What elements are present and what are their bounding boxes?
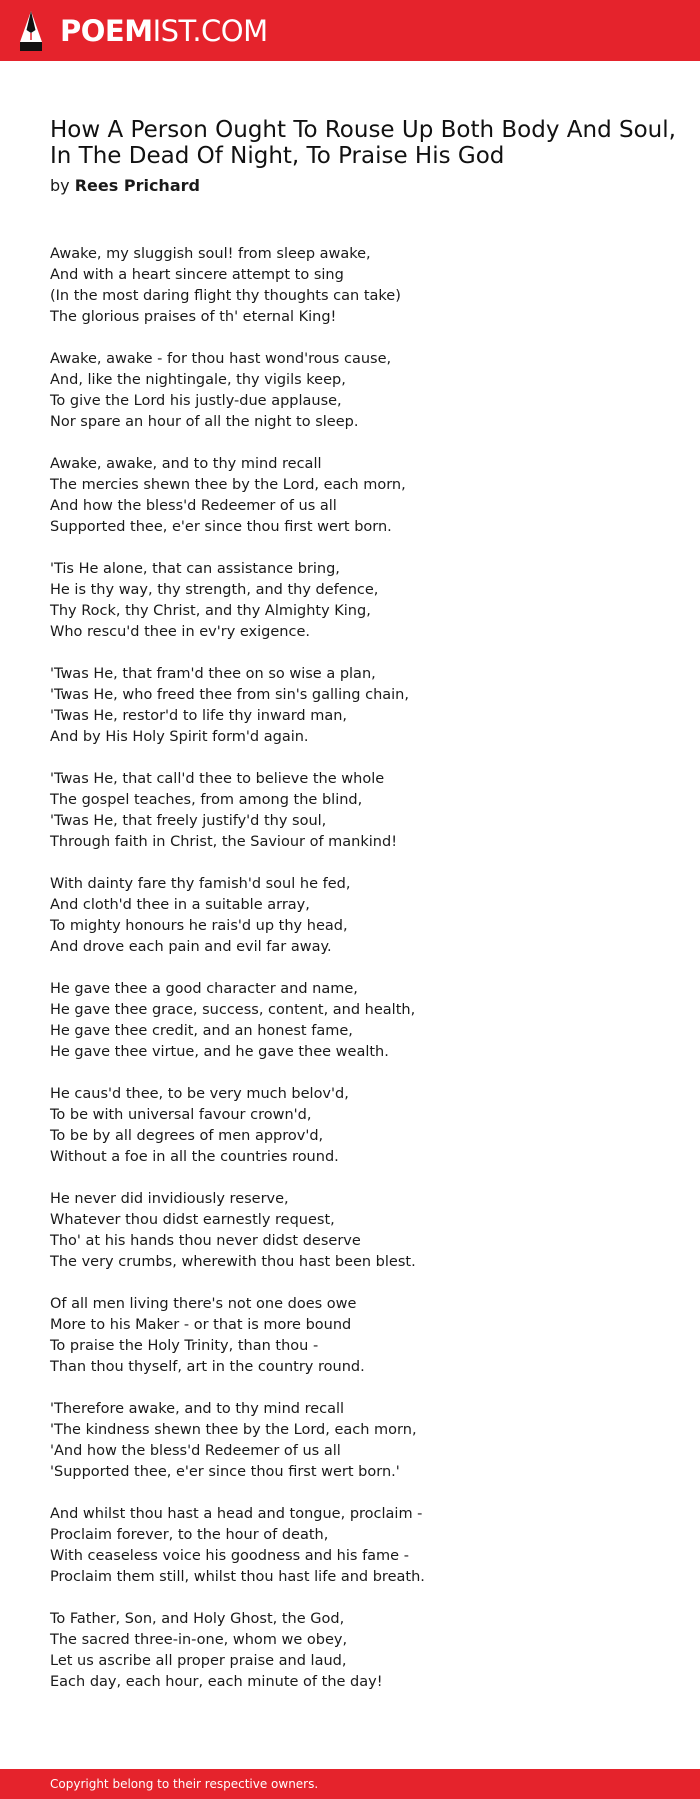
poem-line: He is thy way, thy strength, and thy defence,	[50, 582, 379, 598]
poem-line: Through faith in Christ, the Saviour of mankind!	[50, 834, 398, 850]
stanza	[50, 979, 650, 1063]
poem-line: He gave thee grace, success, content, and health,	[50, 1002, 416, 1018]
stanza	[50, 1294, 650, 1378]
poem-line: Than thou thyself, art in the country round.	[50, 1359, 365, 1375]
poem-line: He gave thee virtue, and he gave thee wealth.	[50, 1044, 389, 1060]
poem-line: 'Twas He, that fram'd thee on so wise a plan,	[50, 666, 376, 682]
site-footer	[0, 1769, 700, 1799]
poem-line: The gospel teaches, from among the blind,	[50, 792, 363, 808]
poem-line: And cloth'd thee in a suitable array,	[50, 897, 310, 913]
poem-line: And with a heart sincere attempt to sing	[50, 267, 344, 283]
stanza	[50, 1189, 650, 1273]
poem-line: Who rescu'd thee in ev'ry exigence.	[50, 624, 310, 640]
author-name[interactable]: Rees Prichard	[74, 176, 200, 195]
poem-line: Of all men living there's not one does owe	[50, 1296, 357, 1312]
poem-line: And, like the nightingale, thy vigils keep,	[50, 372, 346, 388]
logo-text-bold: POEM	[60, 14, 153, 48]
poem-line: 'Twas He, restor'd to life thy inward man,	[50, 708, 348, 724]
poem-line: He caus'd thee, to be very much belov'd,	[50, 1086, 349, 1102]
poem-line: To be with universal favour crown'd,	[50, 1107, 312, 1123]
stanza	[50, 769, 650, 853]
site-logo[interactable]	[18, 9, 268, 53]
stanza	[50, 1504, 650, 1588]
poem-title-line-2: In The Dead Of Night, To Praise His God	[50, 143, 505, 169]
poem-body	[50, 244, 650, 1714]
poem-line: Thy Rock, thy Christ, and thy Almighty King,	[50, 603, 371, 619]
poem-line: With dainty fare thy famish'd soul he fed,	[50, 876, 351, 892]
poem-line: He never did invidiously reserve,	[50, 1191, 289, 1207]
poem-line: 'Twas He, who freed thee from sin's galling chain,	[50, 687, 409, 703]
poem-line: To mighty honours he rais'd up thy head,	[50, 918, 348, 934]
poem-line: Each day, each hour, each minute of the day!	[50, 1674, 383, 1690]
poem-line: The sacred three-in-one, whom we obey,	[50, 1632, 348, 1648]
poem-header	[50, 117, 680, 196]
poem-line: Proclaim forever, to the hour of death,	[50, 1527, 329, 1543]
byline-prefix: by	[50, 176, 70, 195]
poem-line: 'Tis He alone, that can assistance bring,	[50, 561, 340, 577]
poem-line: He gave thee credit, and an honest fame,	[50, 1023, 353, 1039]
poem-line: Let us ascribe all proper praise and laud,	[50, 1653, 347, 1669]
stanza	[50, 559, 650, 643]
site-logo-text	[60, 9, 268, 53]
poem-line: (In the most daring flight thy thoughts can take)	[50, 288, 401, 304]
poem-line: The mercies shewn thee by the Lord, each morn,	[50, 477, 406, 493]
poem-line: To be by all degrees of men approv'd,	[50, 1128, 324, 1144]
poem-line: 'Supported thee, e'er since thou first wert born.'	[50, 1464, 400, 1480]
poem-line: With ceaseless voice his goodness and his fame -	[50, 1548, 409, 1564]
byline	[50, 176, 680, 196]
poem-line: To praise the Holy Trinity, than thou -	[50, 1338, 319, 1354]
poem-line: More to his Maker - or that is more bound	[50, 1317, 352, 1333]
poem-line: And by His Holy Spirit form'd again.	[50, 729, 309, 745]
poem-line: Awake, my sluggish soul! from sleep awake,	[50, 246, 371, 262]
stanza	[50, 874, 650, 958]
logo-text-light: IST.COM	[152, 14, 268, 48]
stanza	[50, 1399, 650, 1483]
copyright-notice: Copyright belong to their respective owners.	[50, 1777, 319, 1791]
poem-line: The glorious praises of th' eternal King!	[50, 309, 337, 325]
poem-line: And how the bless'd Redeemer of us all	[50, 498, 337, 514]
poem-line: 'And how the bless'd Redeemer of us all	[50, 1443, 341, 1459]
poem-line: To Father, Son, and Holy Ghost, the God,	[50, 1611, 345, 1627]
stanza	[50, 349, 650, 433]
poem-line: 'The kindness shewn thee by the Lord, each morn,	[50, 1422, 417, 1438]
stanza	[50, 454, 650, 538]
poem-line: Awake, awake, and to thy mind recall	[50, 456, 322, 472]
stanza	[50, 664, 650, 748]
stanza	[50, 1609, 650, 1693]
pen-nib-icon	[18, 10, 44, 52]
poem-line: Proclaim them still, whilst thou hast life and breath.	[50, 1569, 425, 1585]
poem-title	[50, 117, 680, 169]
poem-line: Supported thee, e'er since thou first wert born.	[50, 519, 392, 535]
poem-line: 'Therefore awake, and to thy mind recall	[50, 1401, 345, 1417]
stanza	[50, 244, 650, 328]
poem-line: Whatever thou didst earnestly request,	[50, 1212, 335, 1228]
poem-line: To give the Lord his justly-due applause,	[50, 393, 342, 409]
poem-line: 'Twas He, that call'd thee to believe the whole	[50, 771, 385, 787]
poem-line: The very crumbs, wherewith thou hast been blest.	[50, 1254, 416, 1270]
poem-line: Tho' at his hands thou never didst deserve	[50, 1233, 361, 1249]
poem-line: And whilst thou hast a head and tongue, proclaim -	[50, 1506, 423, 1522]
poem-line: Awake, awake - for thou hast wond'rous cause,	[50, 351, 392, 367]
poem-title-line-1: How A Person Ought To Rouse Up Both Body And Soul,	[50, 117, 676, 143]
poem-line: And drove each pain and evil far away.	[50, 939, 332, 955]
stanza	[50, 1084, 650, 1168]
site-header	[0, 0, 700, 61]
poem-line: Nor spare an hour of all the night to sleep.	[50, 414, 359, 430]
poem-line: 'Twas He, that freely justify'd thy soul,	[50, 813, 327, 829]
poem-line: He gave thee a good character and name,	[50, 981, 358, 997]
poem-line: Without a foe in all the countries round.	[50, 1149, 339, 1165]
